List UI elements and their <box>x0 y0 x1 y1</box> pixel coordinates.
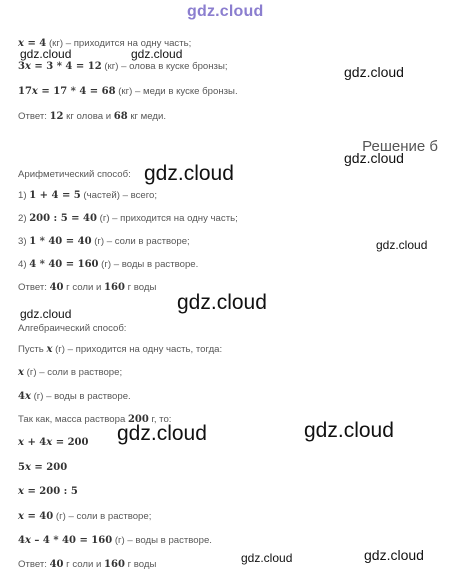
solution-line <box>18 344 222 355</box>
math-expr: – 4 * 40 = 160 <box>30 535 113 546</box>
watermark: gdz.cloud <box>177 291 267 314</box>
math-expr: 200 <box>127 414 149 425</box>
line-text: (г) – соли в растворе; <box>53 511 152 522</box>
math-var: x <box>24 462 31 473</box>
math-var: x <box>24 535 31 546</box>
line-text: (г) – воды в растворе. <box>112 535 212 546</box>
line-text: (г) – воды в растворе. <box>98 259 199 270</box>
solution-line <box>18 259 198 270</box>
solution-line <box>18 213 238 224</box>
line-text: кг олова и <box>63 111 114 122</box>
line-text: (г) – приходится на одну часть, тогда: <box>52 344 223 355</box>
math-expr: 3 <box>18 61 25 72</box>
equation-line <box>18 486 78 497</box>
header-watermark: gdz.cloud <box>187 3 264 20</box>
section-heading: Решение б <box>362 138 438 155</box>
math-expr: = 4 <box>23 38 47 49</box>
answer-line <box>18 282 156 293</box>
equation-line <box>18 437 88 448</box>
math-var: x <box>24 61 31 72</box>
math-expr: 4 * 40 = 160 <box>29 259 99 270</box>
math-expr: 160 <box>104 559 125 570</box>
math-expr: 4 <box>18 391 25 402</box>
math-expr: 1 * 40 = 40 <box>29 236 92 247</box>
math-var: x <box>18 511 24 522</box>
math-var: x <box>18 486 24 497</box>
math-expr: 200 : 5 = 40 <box>29 213 97 224</box>
solution-line <box>18 86 238 97</box>
solution-line <box>18 61 228 72</box>
watermark: gdz.cloud <box>344 64 404 80</box>
math-var: x <box>46 437 53 448</box>
math-expr: = 200 : 5 <box>23 486 78 497</box>
math-var: x <box>18 367 24 378</box>
math-expr: 40 <box>49 282 64 293</box>
math-expr: = 200 <box>30 462 68 473</box>
line-text: Ответ: <box>18 111 50 122</box>
math-expr: + 4 <box>23 437 47 448</box>
line-text: г воды <box>124 282 157 293</box>
line-text: (кг) – олова в куске бронзы; <box>101 61 228 72</box>
line-text: г соли и <box>63 282 105 293</box>
math-var: x <box>24 391 31 402</box>
math-expr: 160 <box>104 282 125 293</box>
math-var: x <box>18 38 24 49</box>
math-expr: 1 + 4 = 5 <box>29 190 81 201</box>
line-text: 2) <box>18 213 30 224</box>
line-text: Алгебраический способ: <box>18 323 127 334</box>
math-var: x <box>31 86 38 97</box>
method-title <box>18 323 126 334</box>
solution-line <box>18 511 151 522</box>
math-expr: = 17 * 4 = 68 <box>37 86 116 97</box>
math-expr: 17 <box>18 86 32 97</box>
line-text: Арифметический способ: <box>18 169 131 180</box>
math-var: x <box>46 344 53 355</box>
solution-line <box>18 190 157 201</box>
watermark: gdz.cloud <box>376 238 428 252</box>
math-expr: 12 <box>49 111 64 122</box>
watermark: gdz.cloud <box>131 47 183 61</box>
math-expr: = 40 <box>23 511 54 522</box>
solution-line <box>18 367 122 378</box>
math-expr: 5 <box>18 462 25 473</box>
watermark: gdz.cloud <box>304 419 394 442</box>
line-text: 4) <box>18 259 30 270</box>
equation-line <box>18 462 67 473</box>
watermark: gdz.cloud <box>344 150 404 166</box>
math-expr: 4 <box>18 535 25 546</box>
line-text: 3) <box>18 236 30 247</box>
watermark: gdz.cloud <box>117 422 207 445</box>
answer-line <box>18 559 156 570</box>
watermark: gdz.cloud <box>364 547 424 563</box>
line-text: (кг) – приходится на одну часть; <box>46 38 192 49</box>
math-var: x <box>18 437 24 448</box>
line-text: Ответ: <box>18 559 50 570</box>
line-text: г воды <box>124 559 157 570</box>
line-text: Ответ: <box>18 282 50 293</box>
line-text: (г) – соли в растворе; <box>91 236 190 247</box>
watermark: gdz.cloud <box>20 47 72 61</box>
line-text: Так как, масса раствора <box>18 414 128 425</box>
line-text: (г) – воды в растворе. <box>30 391 131 402</box>
watermark: gdz.cloud <box>144 162 234 185</box>
math-expr: = 200 <box>52 437 89 448</box>
line-text: г соли и <box>63 559 105 570</box>
watermark: gdz.cloud <box>20 307 72 321</box>
math-expr: = 3 * 4 = 12 <box>30 61 102 72</box>
method-title <box>18 169 131 180</box>
solution-line <box>18 535 212 546</box>
line-text: (г) – соли в растворе; <box>23 367 123 378</box>
solution-line <box>18 236 190 247</box>
line-text: Пусть <box>18 344 47 355</box>
watermark: gdz.cloud <box>241 551 293 565</box>
math-expr: 68 <box>113 111 128 122</box>
line-text: (частей) – всего; <box>80 190 158 201</box>
line-text: (г) – приходится на одну часть; <box>96 213 238 224</box>
answer-line <box>18 111 166 122</box>
line-text: г, то: <box>148 414 172 425</box>
line-text: кг меди. <box>127 111 167 122</box>
line-text: 1) <box>18 190 30 201</box>
line-text: (кг) – меди в куске бронзы. <box>115 86 238 97</box>
solution-line <box>18 391 131 402</box>
math-expr: 40 <box>49 559 64 570</box>
